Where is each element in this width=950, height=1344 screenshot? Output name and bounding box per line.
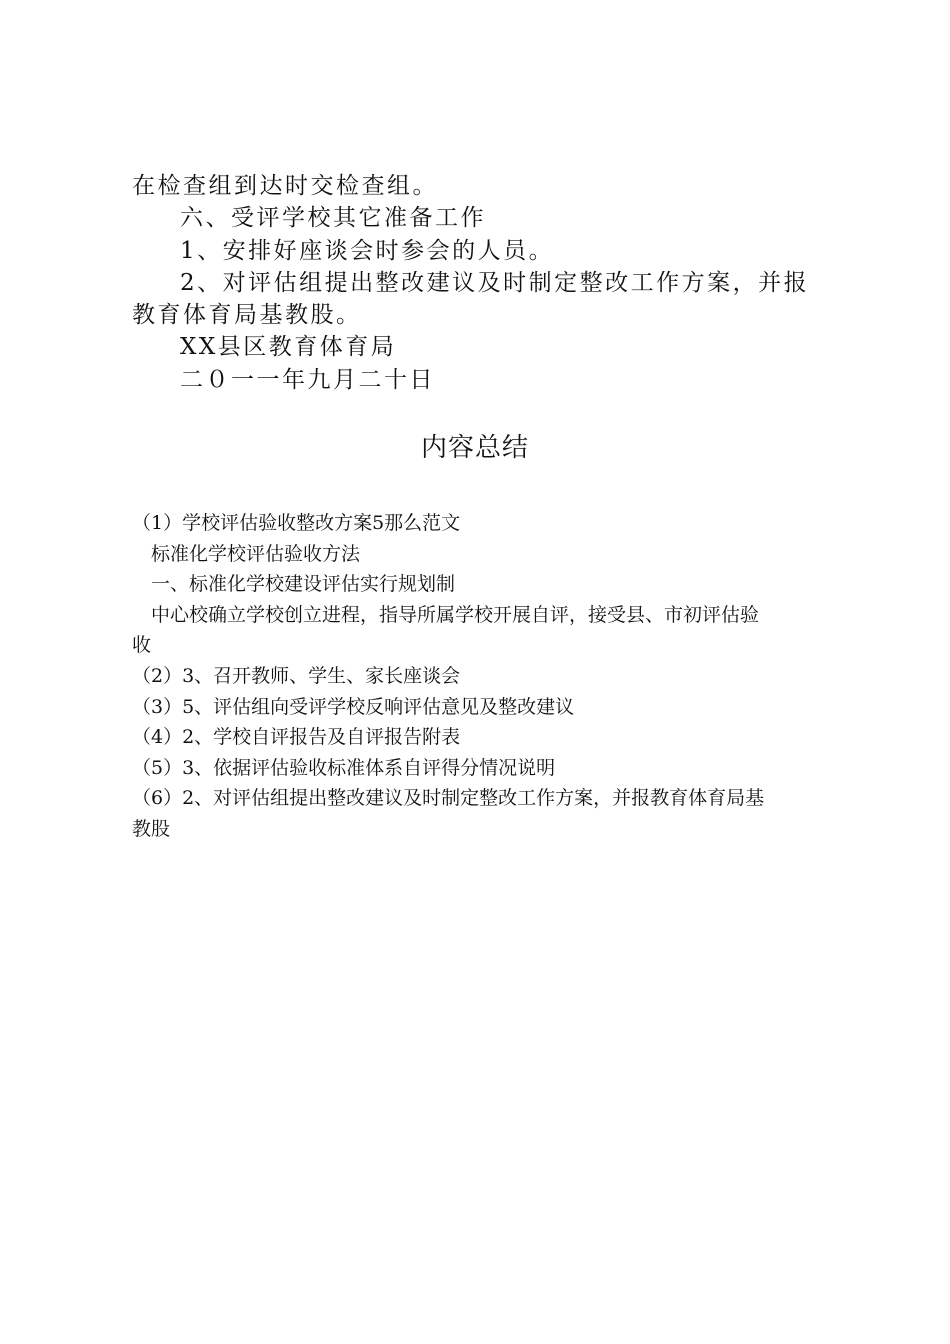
summary-line: （4）2、学校自评报告及自评报告附表 (132, 726, 461, 749)
summary-line: （3）5、评估组向受评学校反响评估意见及整改建议 (132, 695, 575, 718)
summary-line: （1）学校评估验收整改方案5那么范文 (132, 512, 461, 534)
summary-line: 一、标准化学校建设评估实行规划制 (151, 573, 456, 596)
body-line: 2、对评估组提出整改建议及时制定整改工作方案，并报 (180, 269, 810, 296)
issue-date: 二０一一年九月二十日 (180, 366, 435, 393)
summary-line: 教股 (132, 817, 171, 840)
body-line-section-heading: 六、受评学校其它准备工作 (180, 205, 486, 232)
body-line: 在检查组到达时交检查组。 (132, 173, 438, 199)
summary-title: 内容总结 (420, 433, 529, 463)
summary-line: 标准化学校评估验收方法 (151, 542, 361, 565)
summary-line: （5）3、依据评估验收标准体系自评得分情况说明 (132, 756, 556, 779)
summary-line: （2）3、召开教师、学生、家长座谈会 (132, 664, 461, 687)
issuer-name: XX县区教育体育局 (180, 334, 397, 361)
body-line: 教育体育局基教股。 (132, 302, 362, 329)
summary-line: 收 (132, 634, 152, 657)
summary-list (132, 508, 822, 845)
summary-line: （6）2、对评估组提出整改建议及时制定整改工作方案，并报教育体育局基 (132, 787, 765, 810)
summary-line: 中心校确立学校创立进程，指导所属学校开展自评，接受县、市初评估验 (151, 603, 760, 626)
body-line: 1、安排好座谈会时参会的人员。 (180, 237, 555, 264)
document-body (132, 170, 822, 396)
